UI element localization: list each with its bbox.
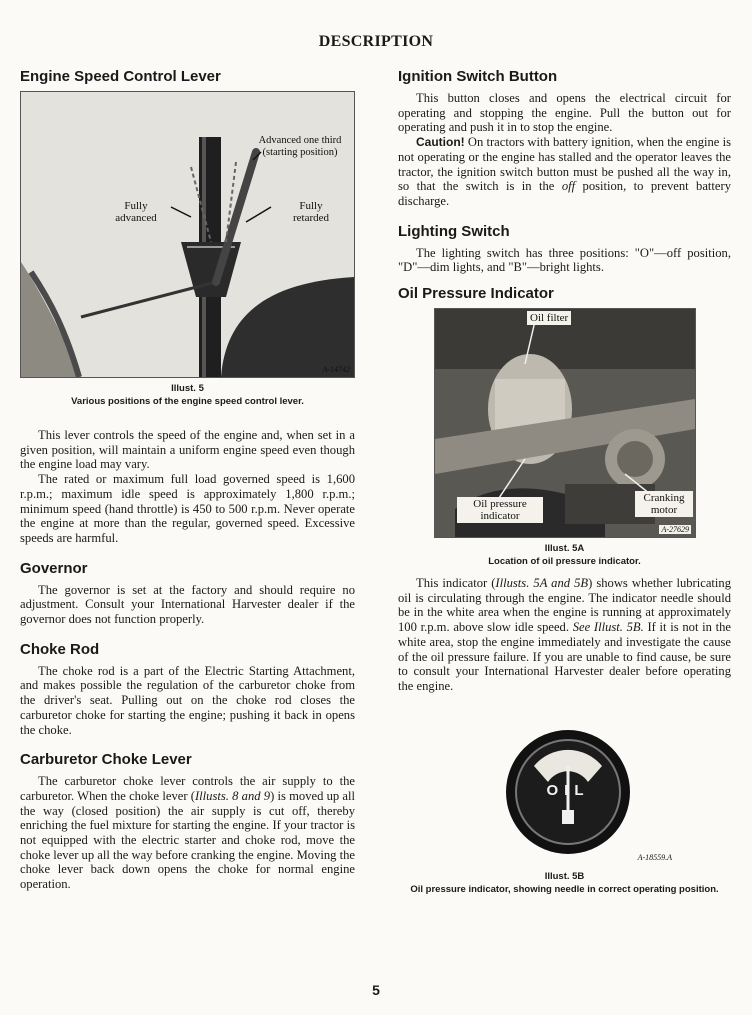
page-title: DESCRIPTION [318,33,434,50]
oil-pressure-paragraph [398,576,731,694]
ignition-caution [398,135,731,209]
figure-caption [20,382,355,408]
figure-code: A-14742 [322,365,350,374]
left-column [20,68,355,892]
page-number: 5 [372,982,380,998]
gauge-oil-text: OIL [546,781,590,799]
caption-text: Various positions of the engine speed control lever. [71,396,304,407]
oil-pressure-heading: Oil Pressure Indicator [398,285,554,303]
oil-gauge-figure [458,726,678,866]
choke-lever-heading: Carburetor Choke Lever [20,751,192,769]
choke-lever-text-b: ) is moved up all the way (closed position) the air supply is cut off, thereby enriching the fuel mixture for starting the engine. If your tractor is not equipped with the electric starter and choke rod, move the choke lever up all the way before cranking the engine. Moving the choke lever back down opens the choke for normal engine operation. [20,788,356,892]
oil-text-c: If it is not in the white area, stop the engine immediately and investigate the cause of the oil pressure failure. If you are unable to find cause, be sure to consult your International Harvester dealer before operating the engine. [398,620,732,693]
figure-caption [398,870,731,896]
caution-text-b: position, to prevent battery discharge. [398,179,732,208]
label-oil-filter: Oil filter [527,311,571,325]
lighting-heading: Lighting Switch [398,222,510,240]
lighting-paragraph: The lighting switch has three positions: "O"—off position, "D"—dim lights, and "B"—bright lights. [398,245,731,275]
governor-paragraph: The governor is set at the factory and should require no adjustment. Consult your International Harvester dealer if the governor does not function properly. [20,582,355,627]
governor-heading: Governor [20,559,88,577]
caution-label: Caution! [416,135,465,150]
label-fully-retarded: Fully retarded [292,200,330,224]
oil-illust-ref-1: Illusts. 5A and 5B [495,576,589,591]
ignition-paragraph: This button closes and opens the electrical circuit for operating and stopping the engine. Pull the button out for operating and push it in to stop the engine. [398,91,731,135]
label-cranking-motor: Cranking motor [635,491,693,517]
right-column [398,68,731,896]
engine-speed-figure [20,91,355,378]
illust-number: Illust. 5 [171,383,204,394]
choke-rod-paragraph: The choke rod is a part of the Electric Starting Attachment, and makes possible the regulation of the carburetor choke from the driver's seat. Pulling out on the choke rod closes the carburetor choke for starting the engine; pushing it back in opens the choke. [20,663,355,737]
oil-text-a: This indicator ( [416,576,496,591]
choke-lever-illust-ref: Illusts. 8 and 9 [194,788,271,803]
engine-speed-paragraph-2: The rated or maximum full load governed speed is 1,600 r.p.m.; maximum idle speed is approximately 1,800 r.p.m.; minimum speed (hand throttle) is 450 to 500 r.p.m. Never operate the engine at more than the regular, governed speed. Excessive speeds are harmful. [20,472,355,545]
figure-caption [398,542,731,568]
oil-illust-ref-2: See Illust. 5B. [572,620,644,635]
choke-rod-heading: Choke Rod [20,640,100,658]
oil-text-b: ) shows whether lubricating oil is circulating through the engine. The indicator needle should be in the white area when the engine is running at approximately 100 r.p.m. above slow idle speed. [398,576,732,635]
choke-lever-paragraph [20,774,355,892]
oil-pressure-location-figure [434,308,696,538]
caution-off: off [561,179,576,194]
engine-speed-heading: Engine Speed Control Lever [20,68,221,85]
illust-number: Illust. 5A [544,543,585,555]
label-oil-pressure-indicator: Oil pressure indicator [457,497,543,523]
figure-code: A-18559.A [637,852,672,862]
label-advanced-one-third: Advanced one third (starting position) [258,135,342,158]
choke-lever-text-a: The carburetor choke lever controls the air supply to the carburetor. When the choke lever ( [20,774,355,803]
illust-number: Illust. 5B [544,870,585,882]
figure-code: A-27629 [661,525,689,535]
ignition-heading: Ignition Switch Button [398,68,558,85]
caution-text-a: On tractors with battery ignition, when the engine is not operating or the engine has stalled and the operator leaves the tractor, the ignition switch button must be pushed all the way in, so that the switch is in the [398,135,731,194]
caption-text: Oil pressure indicator, showing needle in correct operating position. [410,883,719,895]
label-fully-advanced: Fully advanced [115,200,157,224]
engine-speed-paragraph-1: This lever controls the speed of the engine and, when set in a given position, will maintain a uniform engine speed even though the engine load may vary. [20,428,355,472]
caption-text: Location of oil pressure indicator. [488,556,641,568]
